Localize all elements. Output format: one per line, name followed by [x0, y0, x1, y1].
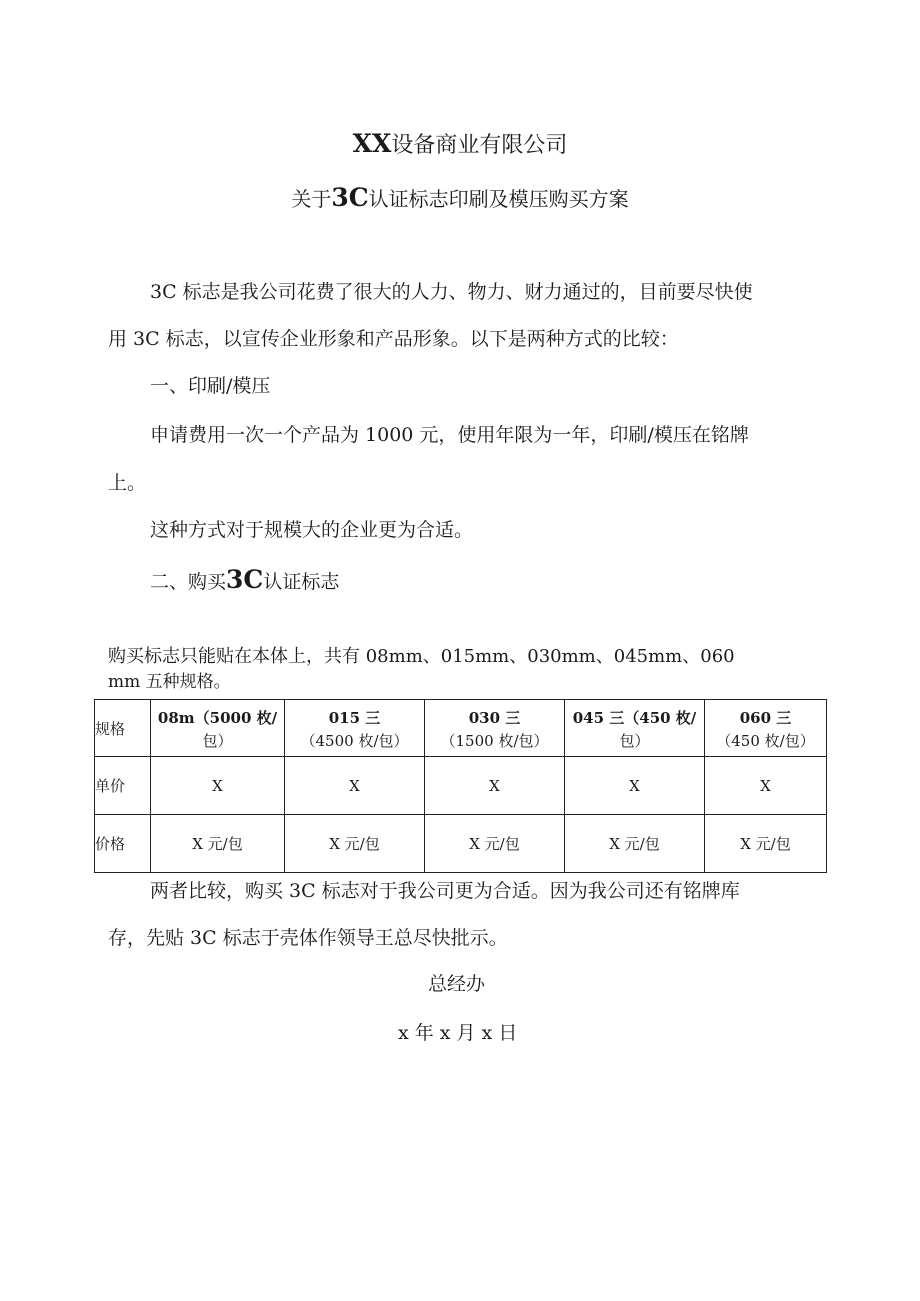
section1-heading: 一、印刷/模压	[150, 375, 271, 397]
document-subtitle	[0, 183, 920, 212]
row-label-price: 价格	[95, 815, 151, 873]
section2-heading-suffix: 认证标志	[263, 571, 340, 593]
row-label-unit-price: 单价	[95, 757, 151, 815]
header-line-2: （4500 枚/包）	[300, 731, 409, 750]
unit-price-cell: X	[705, 757, 827, 815]
spec-line-2: mm 五种规格。	[108, 672, 231, 692]
header-line-1: 060 三	[739, 708, 792, 727]
header-line-2: 包）	[619, 731, 650, 750]
subtitle-suffix: 认证标志印刷及模压购买方案	[368, 187, 629, 211]
unit-price-cell: X	[425, 757, 565, 815]
price-cell: X 元/包	[151, 815, 285, 873]
title-company-name: 设备商业有限公司	[391, 133, 568, 158]
document-title	[0, 128, 920, 159]
unit-price-cell: X	[285, 757, 425, 815]
row-label-spec: 规格	[95, 700, 151, 757]
title-company-abbrev: XX	[352, 129, 392, 158]
header-line-2: 包）	[202, 731, 233, 750]
intro-line-1: 3C 标志是我公司花费了很大的人力、物力、财力通过的，目前要尽快使	[150, 281, 753, 303]
table-row-price	[95, 815, 827, 873]
table-row-unit-price	[95, 757, 827, 815]
price-cell: X 元/包	[705, 815, 827, 873]
subtitle-3c: 3C	[331, 183, 369, 212]
header-cell	[705, 700, 827, 757]
header-line-1: 045 三（450 枚/	[572, 708, 697, 727]
section1-line-1: 申请费用一次一个产品为 1000 元，使用年限为一年，印刷/模压在铭牌	[150, 424, 749, 446]
header-cell	[425, 700, 565, 757]
price-cell: X 元/包	[565, 815, 705, 873]
header-line-1: 030 三	[468, 708, 521, 727]
table-row-spec	[95, 700, 827, 757]
section1-line-2: 上。	[108, 472, 147, 494]
header-line-2: （1500 枚/包）	[440, 731, 549, 750]
header-line-1: 08m（5000 枚/	[157, 708, 278, 727]
header-line-1: 015 三	[328, 708, 381, 727]
section2-heading	[150, 566, 339, 596]
intro-line-2: 用 3C 标志，以宣传企业形象和产品形象。以下是两种方式的比较：	[108, 328, 679, 350]
section2-heading-prefix: 二、购买	[150, 571, 227, 593]
section1-line-3: 这种方式对于规模大的企业更为合适。	[150, 519, 474, 541]
header-cell	[285, 700, 425, 757]
price-cell: X 元/包	[285, 815, 425, 873]
unit-price-cell: X	[151, 757, 285, 815]
signature-department: 总经办	[428, 973, 486, 995]
section2-heading-3c: 3C	[226, 565, 264, 594]
spec-line-1: 购买标志只能贴在本体上，共有 08mm、015mm、030mm、045mm、060	[108, 646, 735, 667]
spec-price-table	[94, 699, 827, 873]
signature-date: x 年 x 月 x 日	[398, 1022, 518, 1044]
header-cell	[565, 700, 705, 757]
conclusion-line-2: 存，先贴 3C 标志于壳体作领导王总尽快批示。	[108, 927, 508, 949]
header-line-2: （450 枚/包）	[716, 731, 815, 750]
header-cell	[151, 700, 285, 757]
subtitle-prefix: 关于	[291, 187, 332, 211]
unit-price-cell: X	[565, 757, 705, 815]
price-cell: X 元/包	[425, 815, 565, 873]
conclusion-line-1: 两者比较，购买 3C 标志对于我公司更为合适。因为我公司还有铭牌库	[150, 880, 740, 902]
